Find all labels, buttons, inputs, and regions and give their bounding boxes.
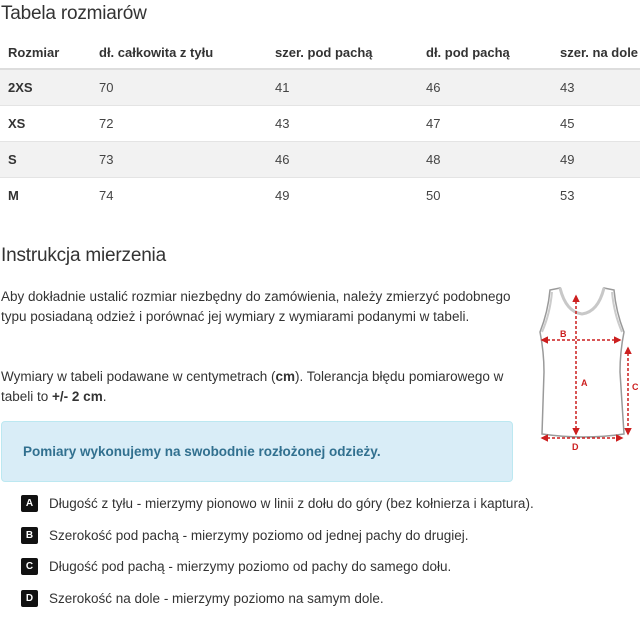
cell-value: 45 bbox=[552, 106, 640, 142]
step-text: Szerokość na dole - mierzymy poziomo na samym dole. bbox=[49, 590, 384, 606]
size-table bbox=[0, 37, 640, 213]
paragraph-2-text: ). Tolerancja błędu pomiarowego w tabeli to bbox=[1, 369, 504, 404]
cell-value: 72 bbox=[91, 106, 267, 142]
cell-value: 74 bbox=[91, 178, 267, 214]
table-row bbox=[0, 106, 640, 142]
cell-value: 70 bbox=[91, 69, 267, 106]
cell-value: 48 bbox=[418, 142, 552, 178]
paragraph-2-text: Wymiary w tabeli podawane w centymetrach ( bbox=[1, 369, 276, 384]
tank-top-measurement-diagram bbox=[532, 282, 638, 454]
step-badge-b: B bbox=[21, 527, 38, 544]
header-size: Rozmiar bbox=[0, 37, 91, 69]
label-a: A bbox=[581, 378, 588, 388]
cell-value: 49 bbox=[267, 178, 418, 214]
step-text: Długość z tyłu - mierzymy pionowo w linii z dołu do góry (bez kołnierza i kaptura). bbox=[49, 496, 534, 511]
label-d: D bbox=[572, 442, 579, 452]
step-text: Szerokość pod pachą - mierzymy poziomo od jednej pachy do drugiej. bbox=[49, 527, 469, 543]
size-table-header-row bbox=[0, 37, 640, 69]
size-table-title: Tabela rozmiarów bbox=[1, 3, 147, 24]
step-text: Długość pod pachą - mierzymy poziomo od pachy do samego dołu. bbox=[49, 559, 452, 574]
label-c: C bbox=[632, 382, 638, 392]
tolerance-text: +/- 2 cm bbox=[52, 389, 103, 404]
info-alert bbox=[1, 421, 513, 482]
cell-value: 53 bbox=[552, 178, 640, 214]
label-b: B bbox=[560, 329, 567, 339]
cell-value: 46 bbox=[418, 69, 552, 106]
cell-size: 2XS bbox=[0, 69, 91, 106]
cell-value: 43 bbox=[267, 106, 418, 142]
cell-value: 43 bbox=[552, 69, 640, 106]
instructions-title: Instrukcja mierzenia bbox=[1, 245, 166, 266]
cell-value: 50 bbox=[418, 178, 552, 214]
cell-value: 46 bbox=[267, 142, 418, 178]
cell-size: S bbox=[0, 142, 91, 178]
step-badge-d: D bbox=[21, 590, 38, 607]
unit-text: cm bbox=[275, 369, 295, 384]
table-row bbox=[0, 178, 640, 214]
cell-size: XS bbox=[0, 106, 91, 142]
header-total-length: dł. całkowita z tyłu bbox=[91, 37, 267, 69]
step-badge-c: C bbox=[21, 558, 38, 575]
cell-size: M bbox=[0, 178, 91, 214]
instructions-paragraph-1: Aby dokładnie ustalić rozmiar niezbędny do zamówienia, należy zmierzyć podobnego typu posiadaną odzież i porównać jej wymiary z wymiarami podanymi w tabeli. bbox=[1, 289, 511, 324]
cell-value: 73 bbox=[91, 142, 267, 178]
paragraph-2-text: . bbox=[102, 389, 107, 404]
header-armpit-length: dł. pod pachą bbox=[418, 37, 552, 69]
cell-value: 49 bbox=[552, 142, 640, 178]
table-row bbox=[0, 142, 640, 178]
header-armpit-width: szer. pod pachą bbox=[267, 37, 418, 69]
cell-value: 41 bbox=[267, 69, 418, 106]
step-badge-a: A bbox=[21, 495, 38, 512]
header-bottom-width: szer. na dole bbox=[552, 37, 640, 69]
info-alert-text: Pomiary wykonujemy na swobodnie rozłożonej odzieży. bbox=[23, 444, 381, 459]
table-row bbox=[0, 69, 640, 106]
tank-top-outline bbox=[540, 288, 624, 437]
cell-value: 47 bbox=[418, 106, 552, 142]
instructions-paragraph-2 bbox=[1, 367, 521, 407]
